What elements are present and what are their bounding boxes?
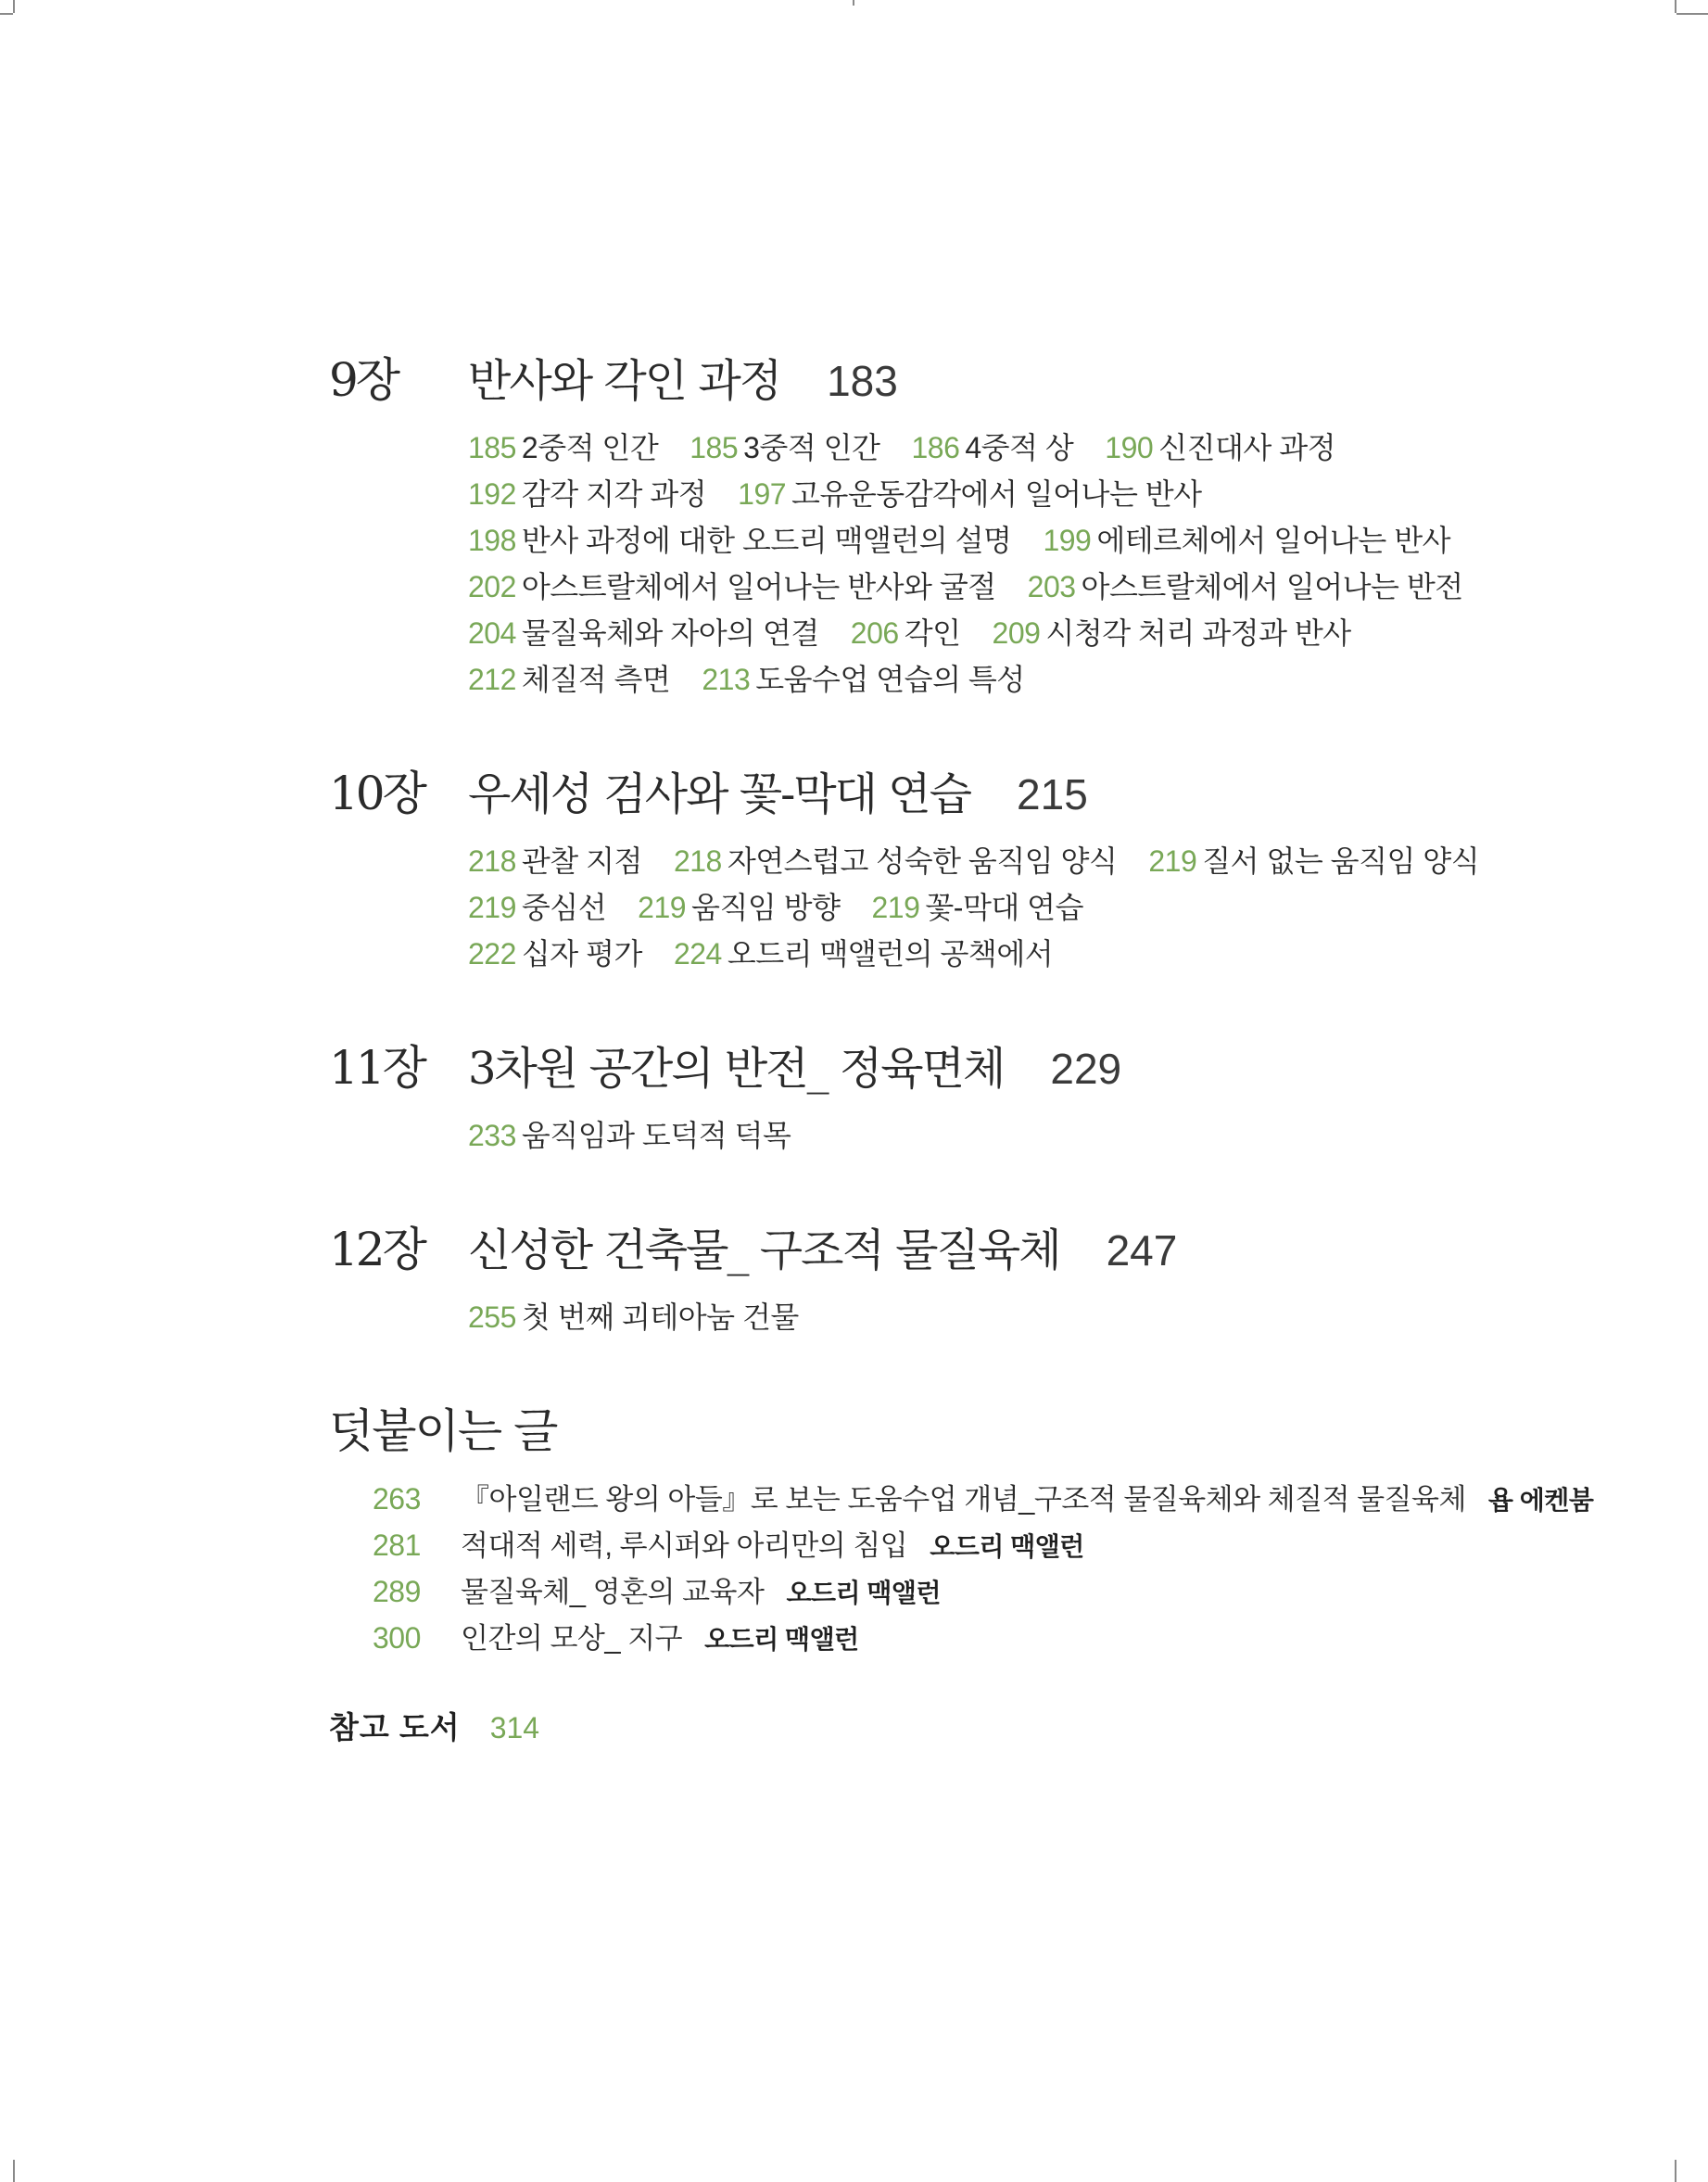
section-list [468,838,1626,977]
chapter-number: 10장 [329,767,424,820]
section-entry[interactable] [638,891,840,924]
appendix-title-text: 적대적 세력, 루시퍼와 아리만의 침입 [461,1529,908,1562]
chapter [329,1212,1626,1340]
appendix-item[interactable] [373,1615,1626,1661]
section-list [468,1112,1626,1159]
bibliography-page: 314 [489,1711,540,1744]
section-title: 꽃-막대 연습 [925,891,1083,924]
section-line [468,610,1626,656]
section-page: 192 [468,477,516,511]
appendix-title-text: 물질육체_ 영혼의 교육자 [461,1576,765,1608]
section-entry[interactable] [468,663,670,696]
section-page: 219 [871,891,920,924]
chapter-heading[interactable] [329,756,1626,831]
section-line [468,517,1626,564]
appendix-item[interactable] [373,1522,1626,1568]
chapter-title: 반사와 각인 과정 [468,355,781,407]
section-page: 219 [468,891,516,924]
section-page: 212 [468,663,516,696]
section-title: 시청각 처리 과정과 반사 [1045,616,1351,650]
section-line [468,564,1626,610]
crop-mark-top-center [853,0,854,6]
section-entry[interactable] [674,844,1117,878]
chapter [329,1031,1626,1159]
section-line [468,656,1626,703]
section-list [468,1294,1626,1340]
chapter-title: 3차원 공간의 반전_ 정육면체 [468,1043,1005,1095]
section-title: 감각 지각 과정 [521,477,707,511]
chapter-heading[interactable] [329,343,1626,417]
section-entry[interactable] [1043,524,1450,557]
section-title: 물질육체와 자아의 연결 [521,616,819,650]
bibliography-entry[interactable] [329,1704,1626,1747]
section-page: 218 [673,844,722,878]
section-title: 아스트랄체에서 일어나는 반사와 굴절 [521,570,996,603]
chapter-page: 229 [1050,1045,1122,1093]
section-title: 신진대사 과정 [1158,431,1336,464]
appendix-section [329,1394,1626,1661]
section-entry[interactable] [468,616,819,650]
section-title: 오드리 맥앨런의 공책에서 [727,937,1054,970]
section-page: 199 [1043,524,1092,557]
chapter-number: 11장 [329,1041,424,1095]
section-page: 233 [468,1119,516,1152]
section-title: 각인 [904,616,961,650]
section-page: 213 [702,663,751,696]
section-page: 206 [850,616,899,650]
section-page: 186 [911,431,960,464]
appendix-title-text: 인간의 모상_ 지구 [461,1622,683,1655]
section-line [468,1294,1626,1340]
appendix-page: 300 [373,1621,421,1655]
section-page: 222 [468,937,516,970]
section-entry[interactable] [468,1300,799,1334]
appendix-page: 263 [373,1482,421,1516]
chapter-page: 247 [1106,1226,1178,1275]
section-entry[interactable] [871,891,1083,924]
section-page: 202 [468,570,516,603]
section-title: 첫 번째 괴테아눔 건물 [521,1300,799,1334]
section-entry[interactable] [690,431,879,464]
section-page: 198 [468,524,516,557]
appendix-title: 덧붙이는 글 [329,1404,557,1458]
chapter [329,343,1626,703]
crop-mark-top-right-h [1676,13,1708,15]
section-page: 203 [1027,570,1076,603]
appendix-item[interactable] [373,1476,1626,1522]
section-entry[interactable] [468,891,606,924]
crop-mark-bottom-right [1675,2160,1676,2182]
section-page: 190 [1105,431,1154,464]
section-title: 질서 없는 움직임 양식 [1202,844,1480,878]
section-title: 자연스럽고 성숙한 움직임 양식 [727,844,1118,878]
section-entry[interactable] [468,477,706,511]
section-line [468,884,1626,931]
section-page: 218 [468,844,516,878]
appendix-list [329,1476,1626,1661]
crop-mark-top-left-v [13,0,15,13]
appendix-author: 오드리 맥앨런 [930,1532,1084,1561]
section-entry[interactable] [1105,431,1335,464]
section-title: 중심선 [521,891,607,924]
section-entry[interactable] [468,844,642,878]
section-line [468,838,1626,884]
section-title: 아스트랄체에서 일어나는 반전 [1081,570,1463,603]
section-page: 185 [468,431,516,464]
section-page: 185 [690,431,739,464]
chapter [329,756,1626,977]
section-entry[interactable] [1028,570,1463,603]
section-title: 3중적 인간 [743,431,880,464]
appendix-author: 욥 에켄붐 [1487,1486,1594,1515]
appendix-page: 281 [373,1529,421,1562]
section-title: 움직임 방향 [691,891,841,924]
section-line [468,471,1626,517]
section-entry[interactable] [468,431,658,464]
section-entry[interactable] [468,937,642,970]
section-page: 209 [992,616,1041,650]
appendix-author: 오드리 맥앨런 [786,1579,942,1607]
chapter-title: 신성한 건축물_ 구조적 물질육체 [468,1224,1060,1276]
section-entry[interactable] [468,570,996,603]
section-entry[interactable] [851,616,961,650]
section-line [468,1112,1626,1159]
section-page: 197 [738,477,787,511]
section-title: 움직임과 도덕적 덕목 [521,1119,791,1152]
section-line [468,425,1626,471]
section-entry[interactable] [1148,844,1479,878]
appendix-author: 오드리 맥앨런 [704,1625,859,1654]
chapter-heading[interactable] [329,1031,1626,1105]
chapter-page: 183 [827,357,898,405]
section-title: 2중적 인간 [521,431,659,464]
section-page: 204 [468,616,516,650]
appendix-item[interactable] [373,1568,1626,1615]
section-list [468,425,1626,703]
appendix-page: 289 [373,1575,421,1608]
appendix-title-text: 『아일랜드 왕의 아들』로 보는 도움수업 개념_구조적 물질육체와 체질적 물질육체 [461,1483,1466,1516]
chapter-title: 우세성 검사와 꽃-막대 연습 [468,768,971,820]
section-page: 219 [638,891,687,924]
chapter-number: 9장 [329,353,399,407]
chapter-heading[interactable] [329,1212,1626,1287]
section-entry[interactable] [738,477,1201,511]
crop-mark-top-left-h [0,13,13,15]
section-title: 관찰 지점 [521,844,642,878]
section-title: 에테르체에서 일어나는 반사 [1096,524,1451,557]
chapter-page: 215 [1017,770,1088,818]
section-page: 255 [468,1300,516,1334]
section-title: 반사 과정에 대한 오드리 맥앨런의 설명 [521,524,1012,557]
section-title: 고유운동감각에서 일어나는 반사 [791,477,1202,511]
table-of-contents [329,343,1626,1747]
section-title: 4중적 상 [965,431,1074,464]
section-page: 224 [673,937,722,970]
section-title: 도움수업 연습의 특성 [755,663,1025,696]
bibliography-label: 참고 도서 [329,1710,461,1744]
section-line [468,931,1626,977]
section-entry[interactable] [993,616,1351,650]
section-title: 체질적 측면 [521,663,671,696]
section-page: 219 [1148,844,1197,878]
section-entry[interactable] [468,524,1011,557]
crop-mark-bottom-left [13,2160,15,2182]
chapter-list [329,343,1626,1340]
section-entry[interactable] [911,431,1073,464]
section-title: 십자 평가 [521,937,642,970]
section-entry[interactable] [468,1119,791,1152]
chapter-number: 12장 [329,1223,424,1276]
crop-mark-top-right-v [1675,0,1676,13]
section-entry[interactable] [702,663,1024,696]
section-entry[interactable] [674,937,1053,970]
